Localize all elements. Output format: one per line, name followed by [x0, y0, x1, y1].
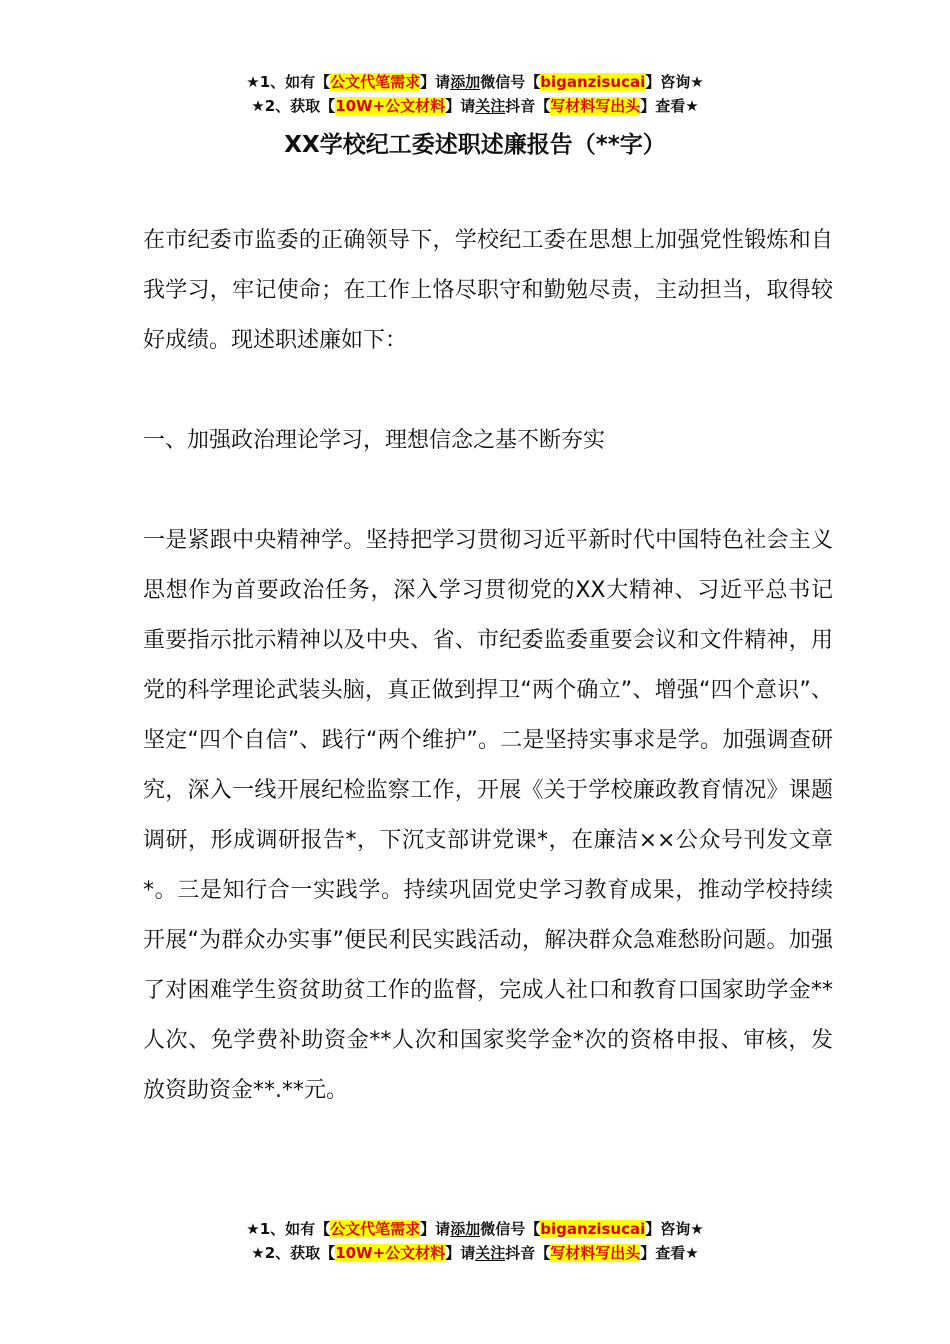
- banner-underlined: 添加: [450, 1220, 481, 1238]
- banner-line-1: [0, 1217, 950, 1241]
- banner-highlight: 10W+公文材料: [335, 1244, 446, 1262]
- banner-line-1: [0, 70, 950, 94]
- intro-paragraph: 在市纪委市监委的正确领导下，学校纪工委在思想上加强党性锻炼和自我学习，牢记使命；在工作上恪尽职守和勤勉尽责，主动担当，取得较好成绩。现述职述廉如下：: [143, 228, 833, 353]
- banner-text: 】查看★: [640, 1244, 699, 1262]
- paragraph-spacer: [143, 366, 833, 416]
- banner-text: 】查看★: [640, 97, 699, 115]
- banner-text: ★2、获取【: [251, 1244, 336, 1262]
- banner-text: 】请: [445, 1244, 476, 1262]
- banner-underlined: 添加: [450, 73, 481, 91]
- banner-text: 】请: [420, 73, 451, 91]
- banner-text: 抖音【: [505, 1244, 551, 1262]
- footer-banner: [0, 1217, 950, 1265]
- banner-underlined: 关注: [475, 97, 506, 115]
- paragraph-spacer: [143, 466, 833, 516]
- banner-text: 】请: [420, 1220, 451, 1238]
- banner-highlight: 写材料写出头: [550, 97, 641, 115]
- document-body: [143, 216, 833, 1116]
- banner-text: 微信号【: [480, 1220, 541, 1238]
- banner-text: 微信号【: [480, 73, 541, 91]
- banner-highlight: 公文代笔需求: [330, 1220, 421, 1238]
- section-heading: 一、加强政治理论学习，理想信念之基不断夯实: [143, 428, 606, 453]
- banner-text: ★2、获取【: [251, 97, 336, 115]
- document-title: XX学校纪工委述职述廉报告（**字）: [284, 132, 666, 158]
- banner-highlight: 写材料写出头: [550, 1244, 641, 1262]
- banner-text: 】请: [445, 97, 476, 115]
- banner-text: 】咨询★: [645, 1220, 704, 1238]
- banner-highlight: 公文代笔需求: [330, 73, 421, 91]
- banner-text: ★1、如有【: [246, 1220, 331, 1238]
- banner-highlight: biganzisucai: [540, 1220, 646, 1238]
- banner-text: 抖音【: [505, 97, 551, 115]
- banner-line-2: [0, 1241, 950, 1265]
- banner-underlined: 关注: [475, 1244, 506, 1262]
- section-body: 一是紧跟中央精神学。坚持把学习贯彻习近平新时代中国特色社会主义思想作为首要政治任务，深入学习贯彻党的XX大精神、习近平总书记重要指示批示精神以及中央、省、市纪委监委重要会议和文件精神，用党的科学理论武装头脑，真正做到捍卫“两个确立”、增强“四个意识”、坚定“四个自信”、践行“两个维护”。二是坚持实事求是学。加强调查研究，深入一线开展纪检监察工作，开展《关于学校廉政教育情况》课题调研，形成调研报告*，下沉支部讲党课*，在廉洁××公众号刊发文章*。三是知行合一实践学。持续巩固党史学习教育成果，推动学校持续开展“为群众办实事”便民利民实践活动，解决群众急难愁盼问题。加强了对困难学生资贫助贫工作的监督，完成人社口和教育口国家助学金**人次、免学费补助资金**人次和国家奖学金*次的资格申报、审核，发放资助资金**.**元。: [143, 528, 833, 1103]
- banner-highlight: 10W+公文材料: [335, 97, 446, 115]
- banner-text: 】咨询★: [645, 73, 704, 91]
- banner-highlight: biganzisucai: [540, 73, 646, 91]
- header-banner: [0, 70, 950, 118]
- banner-text: ★1、如有【: [246, 73, 331, 91]
- banner-line-2: [0, 94, 950, 118]
